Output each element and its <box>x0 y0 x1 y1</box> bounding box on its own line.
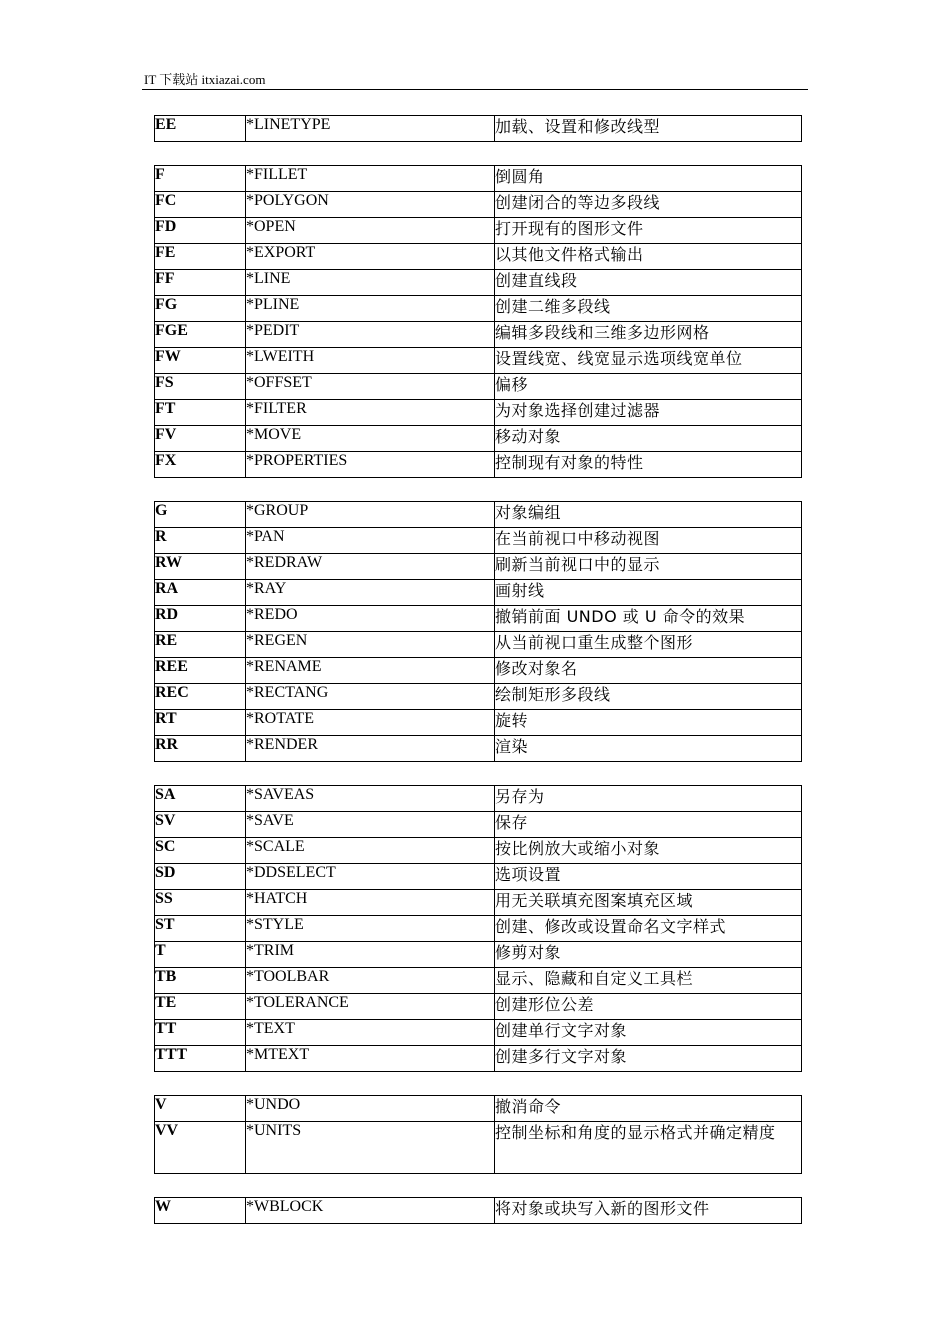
command-cell: *EXPORT <box>246 244 495 270</box>
description-cell: 编辑多段线和三维多边形网格 <box>495 322 802 348</box>
command-cell: *PROPERTIES <box>246 452 495 478</box>
description-cell: 创建二维多段线 <box>495 296 802 322</box>
command-cell: *UNITS <box>246 1122 495 1174</box>
description-cell: 刷新当前视口中的显示 <box>495 554 802 580</box>
command-tables <box>154 115 801 1247</box>
abbreviation-cell: FV <box>155 426 246 452</box>
command-table <box>154 165 802 478</box>
abbreviation-cell: TT <box>155 1020 246 1046</box>
table-row <box>155 968 802 994</box>
table-row <box>155 1198 802 1224</box>
description-cell: 用无关联填充图案填充区域 <box>495 890 802 916</box>
command-table <box>154 785 802 1072</box>
command-cell: *MOVE <box>246 426 495 452</box>
abbreviation-cell: VV <box>155 1122 246 1174</box>
command-cell: *UNDO <box>246 1096 495 1122</box>
command-cell: *SAVEAS <box>246 786 495 812</box>
command-cell: *STYLE <box>246 916 495 942</box>
command-cell: *GROUP <box>246 502 495 528</box>
table-row <box>155 710 802 736</box>
command-cell: *PEDIT <box>246 322 495 348</box>
description-cell: 控制坐标和角度的显示格式并确定精度 <box>495 1122 802 1174</box>
abbreviation-cell: RR <box>155 736 246 762</box>
description-cell: 画射线 <box>495 580 802 606</box>
command-cell: *TRIM <box>246 942 495 968</box>
description-cell: 创建直线段 <box>495 270 802 296</box>
table-row <box>155 400 802 426</box>
table-row <box>155 1020 802 1046</box>
command-cell: *TOOLBAR <box>246 968 495 994</box>
abbreviation-cell: RW <box>155 554 246 580</box>
command-cell: *REDRAW <box>246 554 495 580</box>
table-row <box>155 116 802 142</box>
description-cell: 修改对象名 <box>495 658 802 684</box>
description-cell: 从当前视口重生成整个图形 <box>495 632 802 658</box>
table-row <box>155 528 802 554</box>
abbreviation-cell: SS <box>155 890 246 916</box>
table-row <box>155 322 802 348</box>
description-cell: 撤消命令 <box>495 1096 802 1122</box>
command-table <box>154 501 802 762</box>
table-row <box>155 580 802 606</box>
command-cell: *LWEITH <box>246 348 495 374</box>
description-cell: 创建、修改或设置命名文字样式 <box>495 916 802 942</box>
description-cell: 修剪对象 <box>495 942 802 968</box>
table-row <box>155 452 802 478</box>
description-cell: 创建单行文字对象 <box>495 1020 802 1046</box>
command-cell: *REDO <box>246 606 495 632</box>
description-cell: 创建多行文字对象 <box>495 1046 802 1072</box>
command-cell: *SAVE <box>246 812 495 838</box>
abbreviation-cell: FG <box>155 296 246 322</box>
description-cell: 将对象或块写入新的图形文件 <box>495 1198 802 1224</box>
table-row <box>155 502 802 528</box>
table-row <box>155 192 802 218</box>
description-cell: 偏移 <box>495 374 802 400</box>
command-cell: *DDSELECT <box>246 864 495 890</box>
table-row <box>155 736 802 762</box>
abbreviation-cell: FS <box>155 374 246 400</box>
table-row <box>155 632 802 658</box>
command-cell: *LINE <box>246 270 495 296</box>
abbreviation-cell: W <box>155 1198 246 1224</box>
command-cell: *RAY <box>246 580 495 606</box>
abbreviation-cell: REC <box>155 684 246 710</box>
table-row <box>155 916 802 942</box>
description-cell: 以其他文件格式输出 <box>495 244 802 270</box>
description-cell: 按比例放大或缩小对象 <box>495 838 802 864</box>
command-cell: *REGEN <box>246 632 495 658</box>
description-cell: 移动对象 <box>495 426 802 452</box>
description-cell: 选项设置 <box>495 864 802 890</box>
table-row <box>155 890 802 916</box>
table-row <box>155 166 802 192</box>
table-row <box>155 244 802 270</box>
abbreviation-cell: FGE <box>155 322 246 348</box>
table-row <box>155 374 802 400</box>
description-cell: 撤销前面 UNDO 或 U 命令的效果 <box>495 606 802 632</box>
abbreviation-cell: REE <box>155 658 246 684</box>
table-row <box>155 994 802 1020</box>
abbreviation-cell: G <box>155 502 246 528</box>
abbreviation-cell: RD <box>155 606 246 632</box>
command-cell: *OPEN <box>246 218 495 244</box>
command-cell: *PAN <box>246 528 495 554</box>
description-cell: 打开现有的图形文件 <box>495 218 802 244</box>
table-row <box>155 1046 802 1072</box>
description-cell: 创建形位公差 <box>495 994 802 1020</box>
abbreviation-cell: RA <box>155 580 246 606</box>
description-cell: 控制现有对象的特性 <box>495 452 802 478</box>
command-cell: *PLINE <box>246 296 495 322</box>
command-cell: *LINETYPE <box>246 116 495 142</box>
abbreviation-cell: FF <box>155 270 246 296</box>
abbreviation-cell: FX <box>155 452 246 478</box>
command-cell: *MTEXT <box>246 1046 495 1072</box>
abbreviation-cell: SD <box>155 864 246 890</box>
description-cell: 渲染 <box>495 736 802 762</box>
description-cell: 倒圆角 <box>495 166 802 192</box>
description-cell: 显示、隐藏和自定义工具栏 <box>495 968 802 994</box>
table-row <box>155 348 802 374</box>
command-cell: *WBLOCK <box>246 1198 495 1224</box>
abbreviation-cell: SA <box>155 786 246 812</box>
table-row <box>155 218 802 244</box>
table-row <box>155 864 802 890</box>
description-cell: 绘制矩形多段线 <box>495 684 802 710</box>
table-row <box>155 426 802 452</box>
table-row <box>155 786 802 812</box>
abbreviation-cell: TE <box>155 994 246 1020</box>
abbreviation-cell: TTT <box>155 1046 246 1072</box>
abbreviation-cell: F <box>155 166 246 192</box>
description-cell: 旋转 <box>495 710 802 736</box>
table-row <box>155 554 802 580</box>
table-row <box>155 942 802 968</box>
command-cell: *FILLET <box>246 166 495 192</box>
header-text: IT 下载站 itxiazai.com <box>144 72 266 87</box>
command-cell: *SCALE <box>246 838 495 864</box>
abbreviation-cell: FC <box>155 192 246 218</box>
table-row <box>155 1122 802 1174</box>
abbreviation-cell: RE <box>155 632 246 658</box>
table-row <box>155 1096 802 1122</box>
command-table <box>154 115 802 142</box>
abbreviation-cell: FW <box>155 348 246 374</box>
command-cell: *RECTANG <box>246 684 495 710</box>
table-row <box>155 270 802 296</box>
description-cell: 设置线宽、线宽显示选项线宽单位 <box>495 348 802 374</box>
abbreviation-cell: FE <box>155 244 246 270</box>
page-header <box>142 72 808 90</box>
abbreviation-cell: SV <box>155 812 246 838</box>
table-row <box>155 684 802 710</box>
command-cell: *TEXT <box>246 1020 495 1046</box>
description-cell: 对象编组 <box>495 502 802 528</box>
abbreviation-cell: ST <box>155 916 246 942</box>
abbreviation-cell: R <box>155 528 246 554</box>
command-table <box>154 1197 802 1224</box>
table-row <box>155 658 802 684</box>
description-cell: 创建闭合的等边多段线 <box>495 192 802 218</box>
command-cell: *HATCH <box>246 890 495 916</box>
abbreviation-cell: SC <box>155 838 246 864</box>
abbreviation-cell: TB <box>155 968 246 994</box>
command-cell: *RENAME <box>246 658 495 684</box>
description-cell: 保存 <box>495 812 802 838</box>
command-cell: *ROTATE <box>246 710 495 736</box>
command-cell: *OFFSET <box>246 374 495 400</box>
abbreviation-cell: EE <box>155 116 246 142</box>
command-cell: *POLYGON <box>246 192 495 218</box>
command-cell: *TOLERANCE <box>246 994 495 1020</box>
table-row <box>155 606 802 632</box>
abbreviation-cell: FD <box>155 218 246 244</box>
command-cell: *FILTER <box>246 400 495 426</box>
command-cell: *RENDER <box>246 736 495 762</box>
description-cell: 为对象选择创建过滤器 <box>495 400 802 426</box>
description-cell: 加载、设置和修改线型 <box>495 116 802 142</box>
abbreviation-cell: RT <box>155 710 246 736</box>
description-cell: 在当前视口中移动视图 <box>495 528 802 554</box>
abbreviation-cell: FT <box>155 400 246 426</box>
table-row <box>155 296 802 322</box>
abbreviation-cell: V <box>155 1096 246 1122</box>
table-row <box>155 838 802 864</box>
description-cell: 另存为 <box>495 786 802 812</box>
abbreviation-cell: T <box>155 942 246 968</box>
table-row <box>155 812 802 838</box>
command-table <box>154 1095 802 1174</box>
